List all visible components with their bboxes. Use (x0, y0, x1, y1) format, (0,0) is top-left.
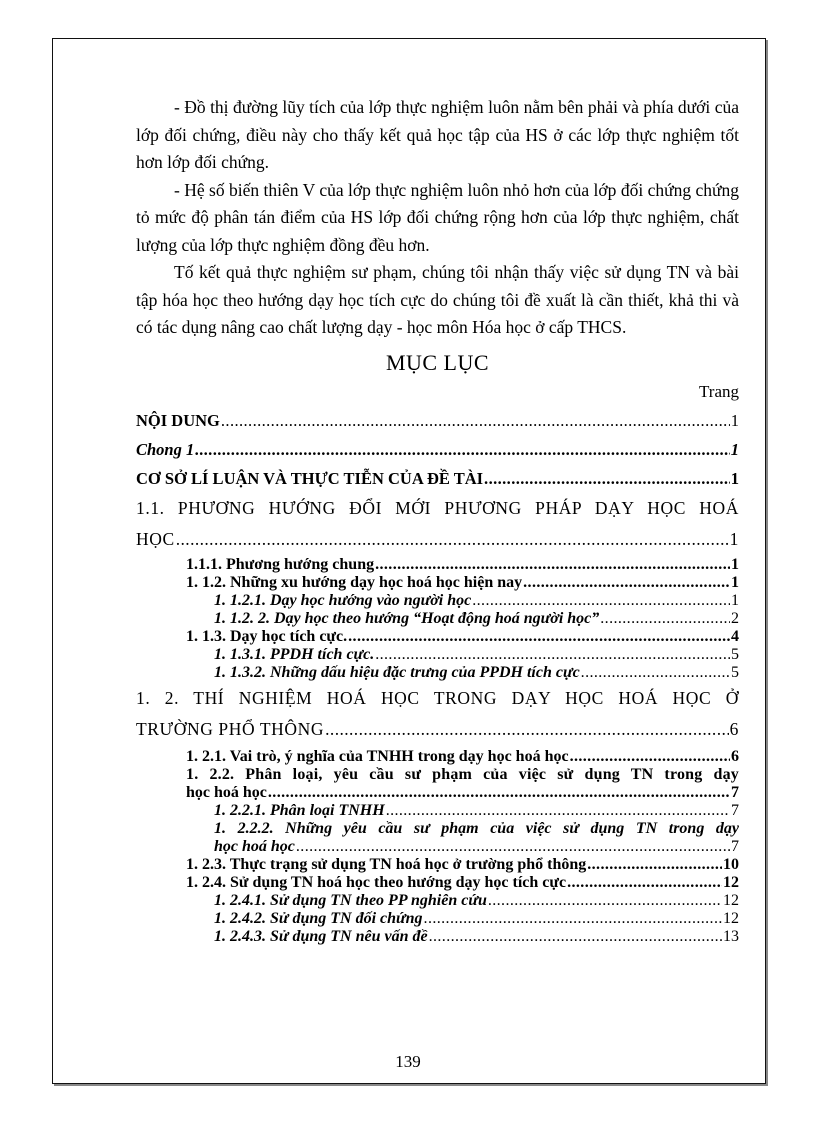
toc-entry-title: 1. 2.2.2. Những yêu cầu sư phạm của việc sử dụng TN trong dạy (214, 819, 739, 837)
toc-entry[interactable] (186, 574, 739, 592)
paragraph-3: Tố kết quả thực nghiệm sư phạm, chúng tôi nhận thấy việc sử dụng TN và bài tập hóa học theo hướng dạy học tích cực do chúng tôi đề xuất là cần thiết, khả thi và có tác dụng nâng cao chất lượng dạy - học môn Hóa học ở cấp THCS. (136, 262, 739, 337)
toc-entry-page: 1 (731, 555, 739, 573)
toc-entry-page: 7 (731, 801, 739, 819)
toc-entry[interactable] (214, 928, 739, 946)
toc-entry[interactable] (214, 820, 739, 856)
toc-entry-page: 6 (731, 747, 739, 765)
paragraph-1: - Đồ thị đường lũy tích của lớp thực nghiệm luôn nằm bên phải và phía dưới của lớp đối chứng, điều này cho thấy kết quả học tập của HS ở các lớp thực nghiệm tốt hơn lớp đối chứng. (136, 97, 739, 172)
toc-entry-title: 1. 2.4.3. Sử dụng TN nêu vấn đề (214, 927, 428, 945)
toc-entry[interactable] (186, 556, 739, 574)
toc-entry[interactable] (136, 469, 739, 489)
toc-entry-page: 12 (723, 891, 739, 909)
toc-entry-title: 1. 2.4. Sử dụng TN hoá học theo hướng dạy học tích cực (186, 873, 567, 891)
toc-entry-title: 1. 1.3.1. PPDH tích cực. (214, 645, 375, 663)
toc-entry-page: 1 (730, 410, 739, 430)
table-of-contents (136, 411, 739, 946)
toc-entry-page: 1 (729, 528, 739, 549)
toc-entry-page: 4 (731, 627, 739, 645)
toc-entry-page: 1 (731, 573, 739, 591)
toc-entry-page: 1 (730, 439, 739, 459)
toc-entry[interactable] (214, 646, 739, 664)
toc-entry-title: Chong 1 (136, 439, 195, 459)
toc-entry[interactable] (186, 748, 739, 766)
toc-entry[interactable] (136, 498, 739, 550)
toc-entry[interactable] (214, 610, 739, 628)
toc-entry-title: CƠ SỞ LÍ LUẬN VÀ THỰC TIỄN CỦA ĐỀ TÀI (136, 468, 484, 488)
toc-entry-title: 1. 1.2. Những xu hướng dạy học hoá học hiện nay (186, 573, 523, 591)
toc-entry-page: 13 (723, 927, 739, 945)
toc-entry-title: 1. 2.4.2. Sử dụng TN đối chứng (214, 909, 423, 927)
toc-entry-page: 12 (723, 909, 739, 927)
toc-entry-title: 1. 1.3. Dạy học tích cực. (186, 627, 348, 645)
toc-entry-title: 1.1.1. Phương hướng chung (186, 555, 375, 573)
toc-entry-title: 1.1. PHƯƠNG HƯỚNG ĐỔI MỚI PHƯƠNG PHÁP DẠY HỌC HOÁ (136, 497, 739, 518)
page-number: 139 (395, 1052, 421, 1071)
toc-entry-title-cont: TRƯỜNG PHỔ THÔNG (136, 718, 325, 739)
toc-entry-page: 7 (731, 783, 739, 801)
toc-entry-page: 12 (723, 873, 739, 891)
toc-entry-title: 1. 2.4.1. Sử dụng TN theo PP nghiên cứu (214, 891, 487, 909)
toc-entry[interactable] (214, 802, 739, 820)
toc-entry-title: NỘI DUNG (136, 410, 220, 430)
toc-entry[interactable] (186, 628, 739, 646)
toc-entry-page: 7 (731, 837, 739, 855)
toc-entry-title: 1. 1.2. 2. Dạy học theo hướng “Hoạt động hoá người học” (214, 609, 600, 627)
toc-entry-title: 1. 2.2. Phân loại, yêu cầu sư phạm của việc sử dụng TN trong dạy (186, 765, 739, 783)
toc-entry-title: 1. 1.2.1. Dạy học hướng vào người học (214, 591, 472, 609)
toc-entry-page: 1 (730, 468, 739, 488)
toc-entry-title: 1. 2.1. Vai trò, ý nghĩa của TNHH trong dạy học hoá học (186, 747, 569, 765)
paragraph-2: - Hệ số biến thiên V của lớp thực nghiệm luôn nhỏ hơn của lớp đối chứng chứng tỏ mức độ phân tán điểm của HS lớp đối chứng rộng hơn của lớp thực nghiệm, chất lượng của lớp thực nghiệm đồng đều hơn. (136, 179, 739, 255)
toc-entry-page: 10 (723, 855, 739, 873)
toc-entry[interactable] (214, 592, 739, 610)
toc-title: MỤC LỤC (385, 349, 490, 375)
page-content (136, 94, 739, 946)
toc-entry[interactable] (186, 766, 739, 802)
toc-entry-page: 5 (731, 663, 739, 681)
toc-entry[interactable] (136, 440, 739, 460)
toc-entry[interactable] (214, 892, 739, 910)
toc-entry-page: 1 (731, 591, 739, 609)
toc-entry-title: 1. 2. THÍ NGHIỆM HOÁ HỌC TRONG DẠY HỌC HOÁ HỌC Ở (136, 687, 739, 708)
toc-entry-page: 2 (731, 609, 739, 627)
toc-entry-page: 5 (731, 645, 739, 663)
toc-entry[interactable] (214, 664, 739, 682)
toc-entry-title-cont: học hoá học (214, 837, 295, 855)
toc-entry[interactable] (186, 856, 739, 874)
toc-entry-title-cont: HỌC (136, 528, 175, 549)
toc-entry-title: 1. 1.3.2. Những dấu hiệu đặc trưng của PPDH tích cực (214, 663, 580, 681)
toc-entry-title-cont: học hoá học (186, 783, 267, 801)
toc-entry[interactable] (136, 411, 739, 431)
toc-page-header: Trang (699, 381, 739, 401)
toc-entry-title: 1. 2.3. Thực trạng sử dụng TN hoá học ở trường phổ thông (186, 855, 587, 873)
toc-entry[interactable] (186, 874, 739, 892)
toc-entry-title: 1. 2.2.1. Phân loại TNHH (214, 801, 385, 819)
toc-entry-page: 6 (729, 718, 739, 739)
toc-entry[interactable] (214, 910, 739, 928)
toc-entry[interactable] (136, 688, 739, 740)
